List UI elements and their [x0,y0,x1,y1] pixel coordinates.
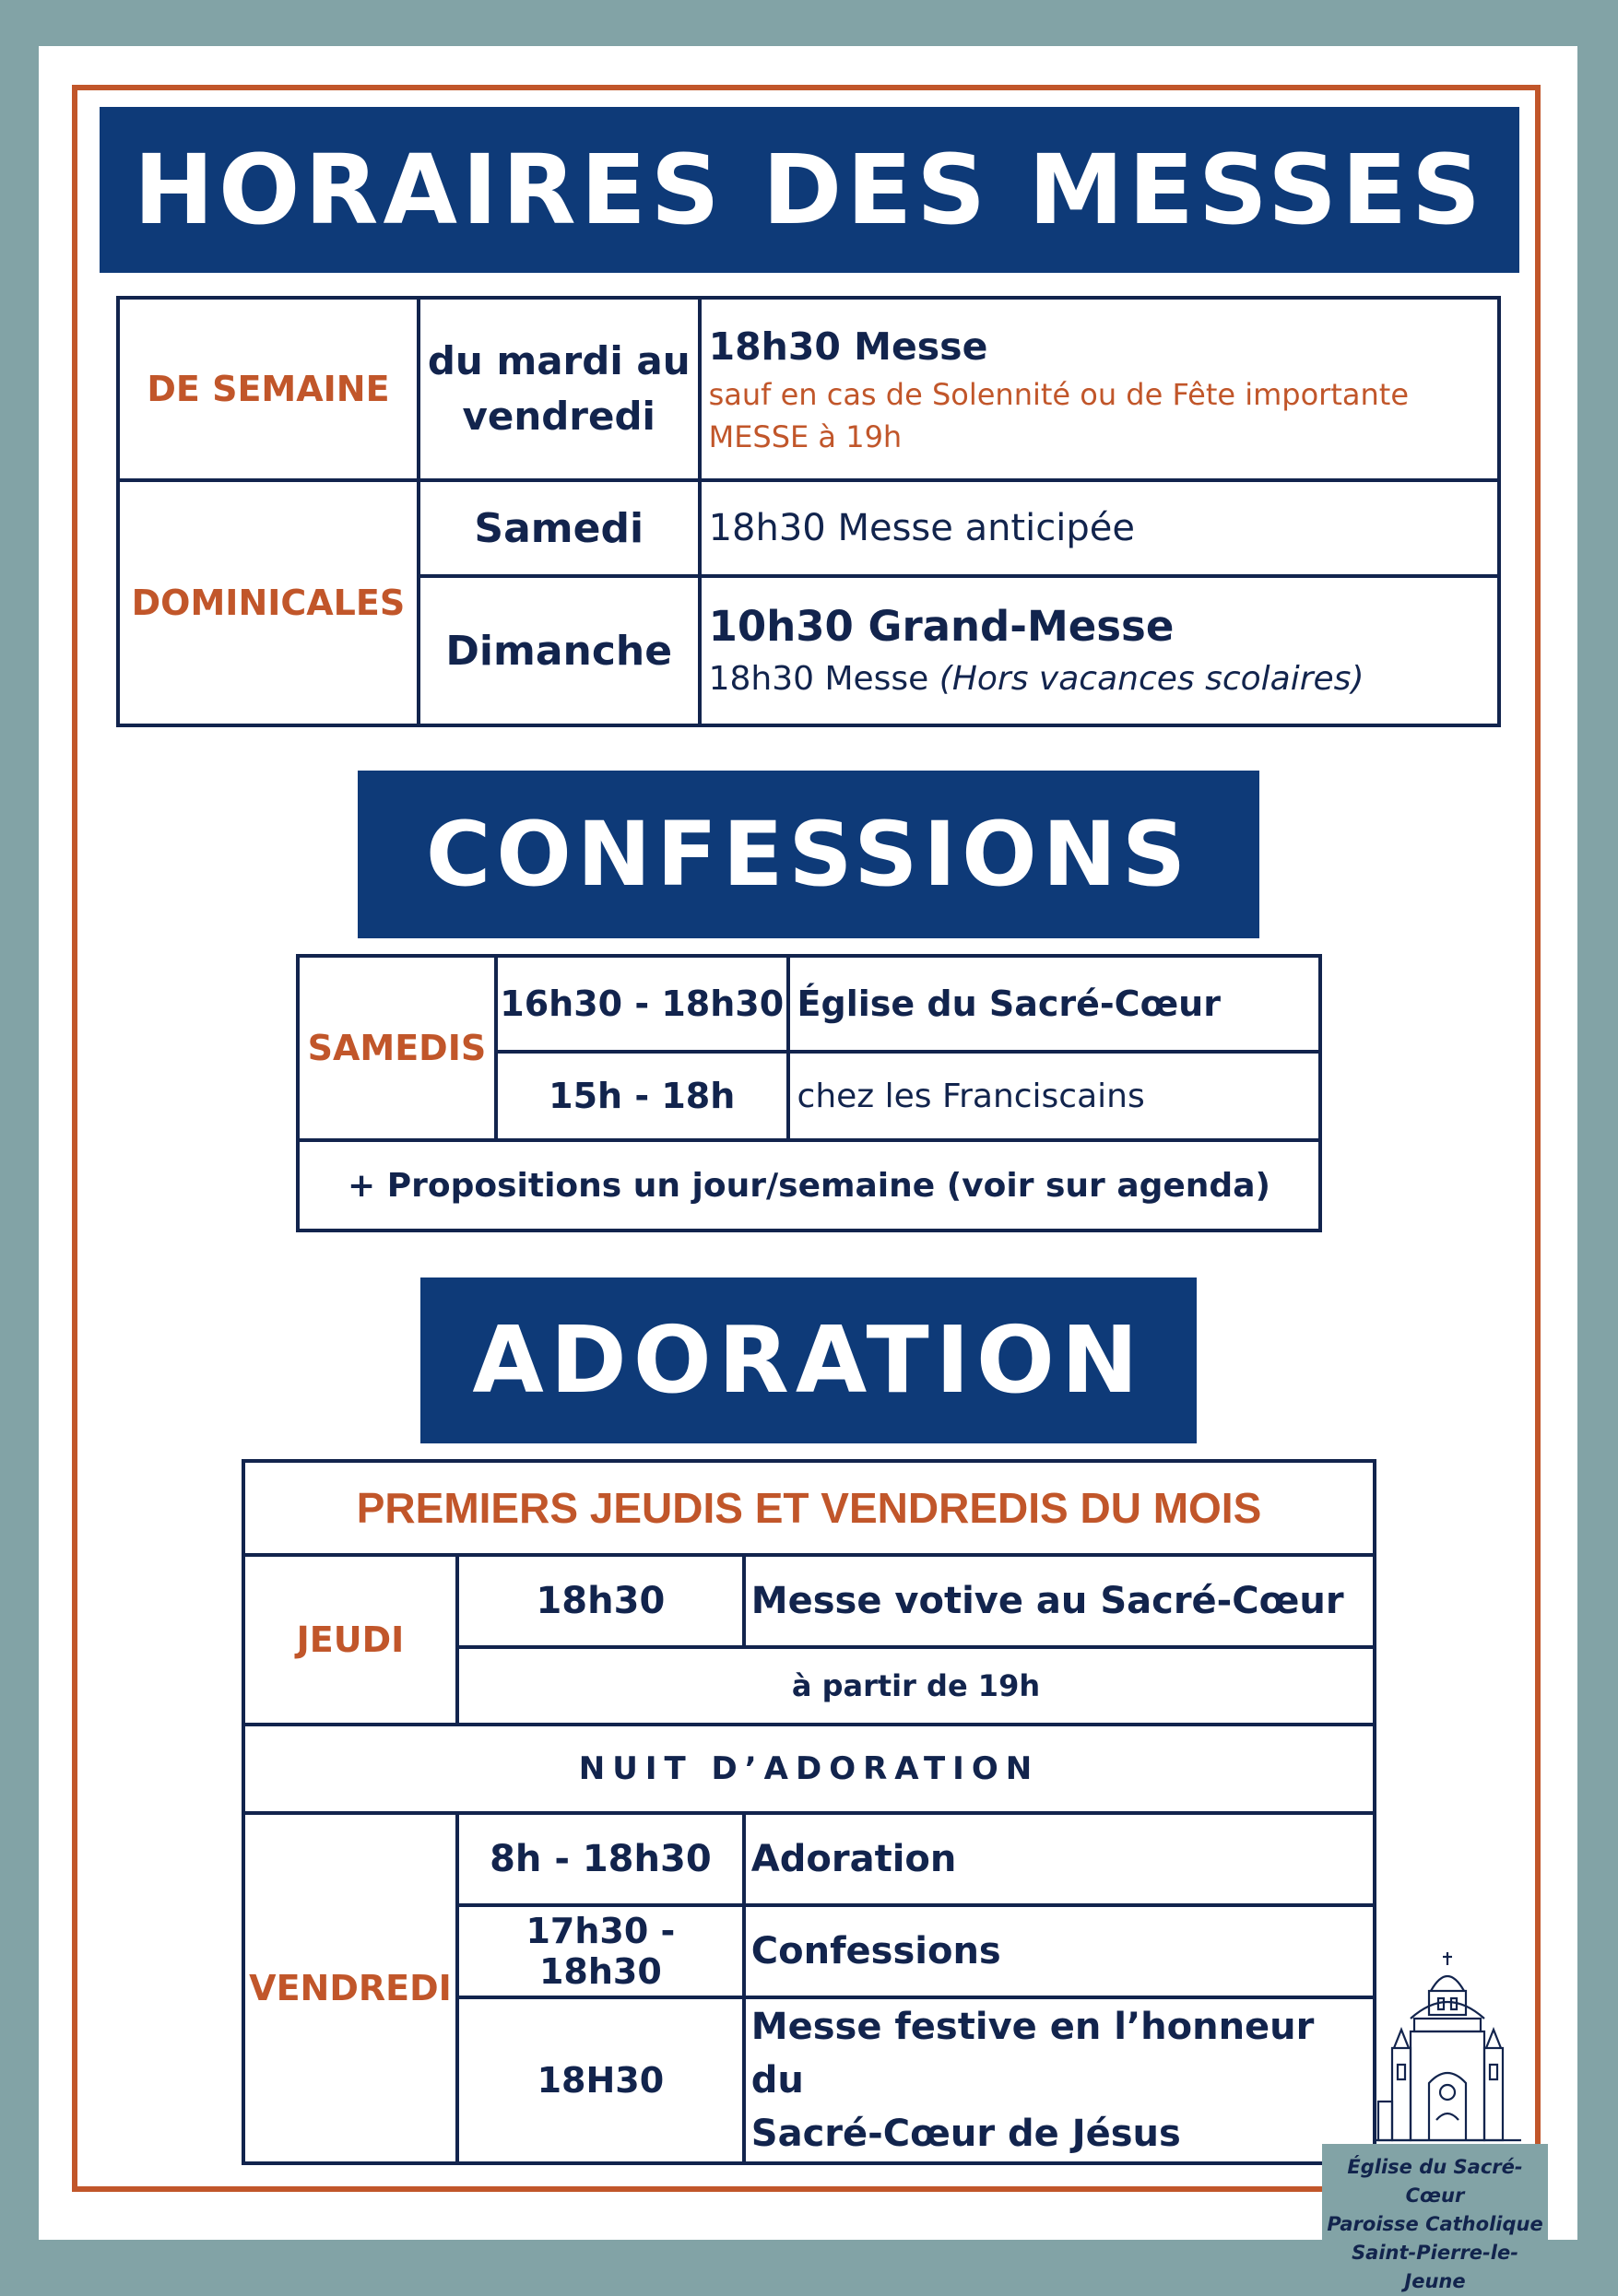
friday-row2-event: Confessions [744,1905,1375,1997]
saturday-day: Samedi [419,480,700,576]
confessions-row2-place: chez les Franciscains [788,1052,1320,1140]
sunday-times-cell [700,576,1499,725]
sunday-second-note: (Hors vacances scolaires) [939,660,1364,698]
weekday-note1: sauf en cas de Solennité ou de Fête importante [708,377,1409,412]
confessions-row2-time: 15h - 18h [496,1052,788,1140]
friday-row3-event-line1: Messe festive en l’honneur du [750,2006,1315,2102]
confessions-footer: + Propositions un jour/semaine (voir sur agenda) [298,1140,1320,1230]
friday-row3-event-line2: Sacré-Cœur de Jésus [750,2113,1181,2155]
footer-line2: Paroisse Catholique [1327,2213,1543,2235]
church-illustration-icon [1374,1945,1540,2148]
masses-table [116,296,1501,727]
footer-line1: Église du Sacré-Cœur [1347,2156,1523,2207]
sunday-main: 10h30 Grand-Messe [708,602,1175,651]
adoration-table [242,1459,1376,2165]
friday-label: VENDREDI [243,1813,457,2163]
thursday-from: à partir de 19h [457,1647,1375,1725]
friday-row3-event [744,1997,1375,2163]
night-adoration: NUIT D’ADORATION [243,1725,1375,1813]
friday-row1-time: 8h - 18h30 [457,1813,744,1905]
friday-row2-time: 17h30 - 18h30 [457,1905,744,1997]
adoration-title-banner [420,1278,1197,1443]
footer-line3: Saint-Pierre-le-Jeune [1352,2242,1518,2292]
weekday-note2: MESSE à 19h [708,419,903,454]
sunday-second: 18h30 Messe [708,660,929,698]
confessions-row1-time: 16h30 - 18h30 [496,956,788,1052]
sunday-day: Dimanche [419,576,700,725]
adoration-title: ADORATION [472,1306,1145,1414]
confessions-table [296,954,1322,1232]
friday-row3-time: 18H30 [457,1997,744,2163]
confessions-title-banner [358,771,1259,938]
thursday-label: JEUDI [243,1555,457,1725]
footer-text [1322,2153,1548,2296]
confessions-title: CONFESSIONS [425,803,1192,906]
masses-title-banner [100,107,1519,273]
weekday-times-cell [700,298,1499,480]
adoration-header: PREMIERS JEUDIS ET VENDREDIS DU MOIS [243,1461,1375,1555]
sunday-label: DOMINICALES [118,480,419,725]
sunday-second-line [709,655,1496,703]
thursday-time: 18h30 [457,1555,744,1647]
friday-row1-event: Adoration [744,1813,1375,1905]
weekday-main: 18h30 Messe [708,324,988,369]
saturday-time: 18h30 Messe anticipée [700,480,1499,576]
confessions-label: SAMEDIS [298,956,496,1140]
weekday-label: DE SEMAINE [118,298,419,480]
weekday-days: du mardi au vendredi [419,298,700,480]
thursday-event: Messe votive au Sacré-Cœur [744,1555,1375,1647]
masses-title: HORAIRES DES MESSES [133,134,1486,246]
confessions-row1-place: Église du Sacré-Cœur [788,956,1320,1052]
